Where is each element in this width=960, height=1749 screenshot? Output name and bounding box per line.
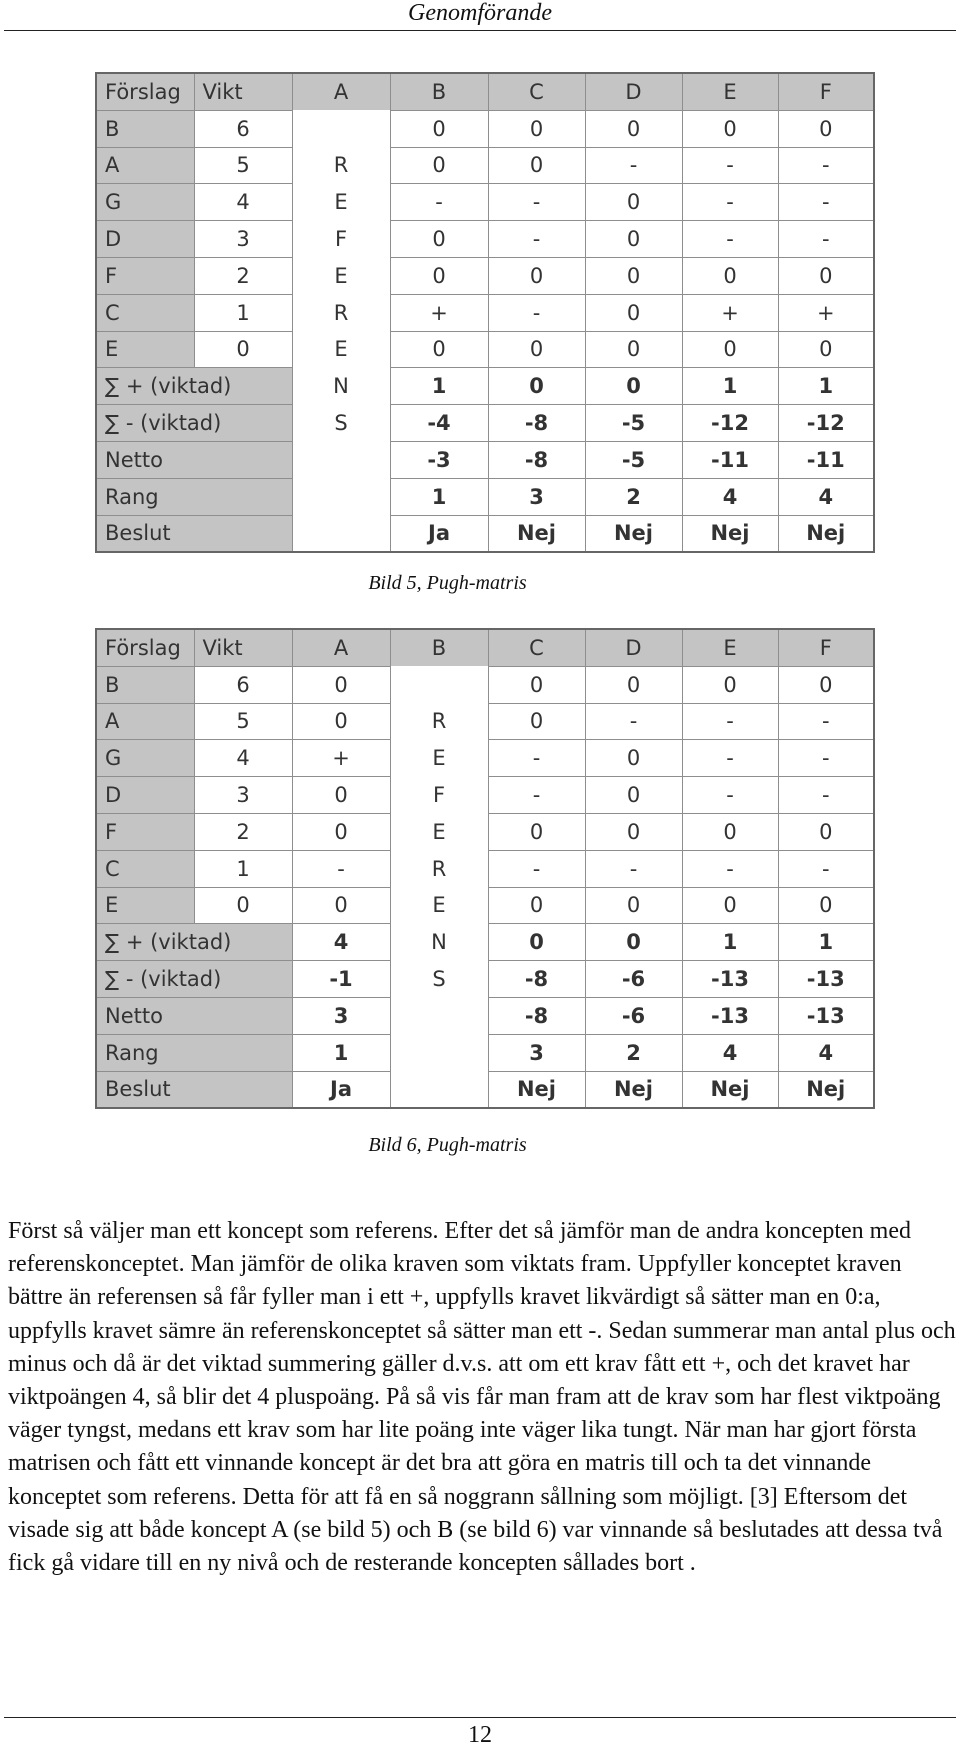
summary-cell: -13	[778, 961, 874, 998]
requirement-label: C	[96, 294, 194, 331]
summary-cell: 1	[390, 368, 488, 405]
summary-cell: 4	[682, 478, 778, 515]
score-cell: -	[390, 184, 488, 221]
score-cell: 0	[682, 257, 778, 294]
column-header: B	[390, 629, 488, 666]
score-cell: F	[390, 777, 488, 814]
matrix-row	[96, 703, 874, 740]
score-cell: -	[488, 294, 585, 331]
score-cell: 0	[585, 294, 682, 331]
summary-cell: 1	[778, 924, 874, 961]
summary-cell: 1	[682, 368, 778, 405]
page-header: Genomförande	[408, 0, 552, 26]
weight-cell: 5	[194, 703, 292, 740]
score-cell: 0	[292, 703, 390, 740]
score-cell: 0	[682, 110, 778, 147]
score-cell: -	[682, 221, 778, 258]
requirement-label: B	[96, 110, 194, 147]
score-cell: 0	[488, 703, 585, 740]
score-cell: 0	[292, 813, 390, 850]
column-header: F	[778, 73, 874, 110]
score-cell: 0	[292, 666, 390, 703]
summary-cell: 3	[292, 997, 390, 1034]
score-cell: 0	[488, 331, 585, 368]
score-cell: -	[682, 850, 778, 887]
column-header: Förslag	[96, 73, 194, 110]
weight-cell: 2	[194, 813, 292, 850]
footer-rule	[4, 1717, 956, 1718]
column-header: E	[682, 629, 778, 666]
summary-cell: -5	[585, 441, 682, 478]
score-cell: -	[682, 740, 778, 777]
column-header: D	[585, 73, 682, 110]
summary-cell: S	[390, 961, 488, 998]
matrix-row	[96, 257, 874, 294]
score-cell: -	[682, 147, 778, 184]
score-cell: +	[682, 294, 778, 331]
summary-cell	[390, 997, 488, 1034]
score-cell: -	[778, 850, 874, 887]
score-cell: -	[585, 147, 682, 184]
score-cell: -	[682, 184, 778, 221]
summary-row	[96, 368, 874, 405]
requirement-label: E	[96, 331, 194, 368]
score-cell: 0	[488, 813, 585, 850]
score-cell: -	[488, 221, 585, 258]
summary-label: ∑ - (viktad)	[96, 961, 292, 998]
summary-row	[96, 405, 874, 442]
score-cell: F	[292, 221, 390, 258]
summary-cell: -8	[488, 405, 585, 442]
score-cell: -	[778, 147, 874, 184]
column-header: C	[488, 629, 585, 666]
score-cell	[390, 666, 488, 703]
score-cell: 0	[778, 666, 874, 703]
score-cell: 0	[292, 887, 390, 924]
summary-cell: Nej	[682, 1071, 778, 1108]
summary-label: ∑ - (viktad)	[96, 405, 292, 442]
summary-cell	[292, 441, 390, 478]
summary-cell: 0	[488, 368, 585, 405]
score-cell: -	[488, 850, 585, 887]
weight-cell: 1	[194, 850, 292, 887]
summary-cell: -1	[292, 961, 390, 998]
score-cell: -	[778, 777, 874, 814]
column-header: D	[585, 629, 682, 666]
summary-cell: 4	[292, 924, 390, 961]
summary-cell: -6	[585, 997, 682, 1034]
summary-row	[96, 924, 874, 961]
summary-label: Netto	[96, 997, 292, 1034]
score-cell: 0	[488, 147, 585, 184]
summary-row	[96, 515, 874, 552]
score-cell: E	[390, 887, 488, 924]
summary-cell: -3	[390, 441, 488, 478]
page-number: 12	[468, 1722, 492, 1748]
matrix-row	[96, 110, 874, 147]
body-paragraph: Först så väljer man ett koncept som referens. Efter det så jämför man de andra koncepten med referenskonceptet. Man jämför de olika kraven som viktats fram. Uppfyller konceptet kraven bättre än referensen så får fyller man i ett +, uppfylls kravet likvärdigt så sätter man en 0:a, uppfylls kravet sämre än referenskonceptet så sätter man ett -. Sedan summerar man antal plus och minus och då är det viktad summering gäller d.v.s. att om ett krav fått ett +, och det kravet har viktpoängen 4, så blir det 4 pluspoäng. På så vis får man fram att de krav som har flest viktpoäng väger tyngst, medans ett krav som har lite poäng inte väger lika tungt. När man har gjort första matrisen och fått ett vinnande koncept är det bra att göra en matris till och ta det vinnande konceptet som referens. Detta för att få en så noggrann sållning som möjligt. [3] Eftersom det visade sig att både koncept A (se bild 5) och B (se bild 6) var vinnande så beslutades att dessa två fick gå vidare till en ny nivå och de resterande koncepten sållades bort .	[8, 1218, 956, 1577]
score-cell: 0	[778, 813, 874, 850]
score-cell: 0	[585, 331, 682, 368]
body-text	[8, 1215, 958, 1580]
summary-cell: Ja	[390, 515, 488, 552]
score-cell: 0	[682, 331, 778, 368]
summary-label: Beslut	[96, 1071, 292, 1108]
weight-cell: 6	[194, 110, 292, 147]
score-cell: 0	[682, 887, 778, 924]
summary-cell: -11	[682, 441, 778, 478]
matrix-2-caption: Bild 6, Pugh-matris	[368, 1134, 527, 1156]
column-header: A	[292, 73, 390, 110]
requirement-label: C	[96, 850, 194, 887]
score-cell: 0	[390, 221, 488, 258]
summary-label: Rang	[96, 1034, 292, 1071]
score-cell: -	[488, 777, 585, 814]
score-cell: -	[778, 740, 874, 777]
summary-cell: 2	[585, 1034, 682, 1071]
pugh-matrix-2	[95, 628, 875, 1109]
summary-cell: 4	[682, 1034, 778, 1071]
matrix-1-caption: Bild 5, Pugh-matris	[368, 572, 527, 594]
matrix-row	[96, 221, 874, 258]
score-cell: 0	[682, 813, 778, 850]
summary-cell: 1	[292, 1034, 390, 1071]
score-cell: -	[488, 184, 585, 221]
score-cell: 0	[778, 331, 874, 368]
summary-cell: 3	[488, 1034, 585, 1071]
summary-cell: 1	[778, 368, 874, 405]
summary-cell: 3	[488, 478, 585, 515]
requirement-label: G	[96, 740, 194, 777]
summary-cell: -12	[778, 405, 874, 442]
matrix-row	[96, 147, 874, 184]
score-cell: E	[292, 257, 390, 294]
weight-cell: 3	[194, 777, 292, 814]
column-header: Vikt	[194, 629, 292, 666]
summary-cell: -8	[488, 441, 585, 478]
matrix-row	[96, 184, 874, 221]
score-cell: +	[390, 294, 488, 331]
summary-cell: 1	[682, 924, 778, 961]
matrix-row	[96, 666, 874, 703]
score-cell: -	[488, 740, 585, 777]
score-cell: -	[585, 703, 682, 740]
summary-cell: -12	[682, 405, 778, 442]
score-cell: 0	[585, 887, 682, 924]
summary-cell: Nej	[585, 515, 682, 552]
matrix-row	[96, 740, 874, 777]
summary-cell: 4	[778, 478, 874, 515]
score-cell: E	[292, 184, 390, 221]
requirement-label: B	[96, 666, 194, 703]
summary-cell: Nej	[682, 515, 778, 552]
score-cell: 0	[585, 740, 682, 777]
score-cell: -	[682, 777, 778, 814]
header-rule	[4, 30, 956, 31]
score-cell: R	[292, 147, 390, 184]
score-cell: 0	[682, 666, 778, 703]
summary-cell: -5	[585, 405, 682, 442]
summary-cell: Nej	[778, 1071, 874, 1108]
summary-cell	[390, 1071, 488, 1108]
weight-cell: 0	[194, 887, 292, 924]
summary-cell: Nej	[585, 1071, 682, 1108]
score-cell: -	[778, 221, 874, 258]
score-cell: 0	[292, 777, 390, 814]
score-cell: 0	[390, 331, 488, 368]
score-cell: E	[292, 331, 390, 368]
score-cell: 0	[488, 887, 585, 924]
summary-cell	[292, 478, 390, 515]
matrix-row	[96, 777, 874, 814]
score-cell: 0	[488, 110, 585, 147]
score-cell: 0	[585, 221, 682, 258]
weight-cell: 1	[194, 294, 292, 331]
summary-cell: Nej	[488, 515, 585, 552]
summary-cell: -8	[488, 997, 585, 1034]
requirement-label: E	[96, 887, 194, 924]
summary-row	[96, 961, 874, 998]
summary-cell: Nej	[488, 1071, 585, 1108]
weight-cell: 0	[194, 331, 292, 368]
score-cell: 0	[585, 666, 682, 703]
matrix-row	[96, 294, 874, 331]
summary-label: Beslut	[96, 515, 292, 552]
weight-cell: 4	[194, 740, 292, 777]
score-cell: -	[292, 850, 390, 887]
summary-row	[96, 997, 874, 1034]
requirement-label: G	[96, 184, 194, 221]
summary-cell: S	[292, 405, 390, 442]
score-cell: 0	[778, 257, 874, 294]
matrix-row	[96, 813, 874, 850]
score-cell: 0	[585, 777, 682, 814]
matrix-row	[96, 887, 874, 924]
summary-cell: 1	[390, 478, 488, 515]
weight-cell: 6	[194, 666, 292, 703]
summary-cell: Nej	[778, 515, 874, 552]
summary-row	[96, 1034, 874, 1071]
score-cell: 0	[585, 813, 682, 850]
column-header: Vikt	[194, 73, 292, 110]
summary-cell: 2	[585, 478, 682, 515]
column-header: Förslag	[96, 629, 194, 666]
summary-label: Netto	[96, 441, 292, 478]
column-header: A	[292, 629, 390, 666]
weight-cell: 5	[194, 147, 292, 184]
summary-row	[96, 478, 874, 515]
summary-cell: -11	[778, 441, 874, 478]
score-cell: R	[390, 850, 488, 887]
score-cell: -	[778, 703, 874, 740]
summary-cell: -8	[488, 961, 585, 998]
weight-cell: 4	[194, 184, 292, 221]
weight-cell: 2	[194, 257, 292, 294]
column-header: E	[682, 73, 778, 110]
score-cell	[292, 110, 390, 147]
summary-cell: N	[390, 924, 488, 961]
score-cell: 0	[585, 257, 682, 294]
summary-cell: -6	[585, 961, 682, 998]
score-cell: E	[390, 740, 488, 777]
summary-row	[96, 1071, 874, 1108]
score-cell: E	[390, 813, 488, 850]
summary-cell: Ja	[292, 1071, 390, 1108]
matrix-header-row	[96, 629, 874, 666]
summary-cell: 0	[585, 368, 682, 405]
score-cell: 0	[585, 184, 682, 221]
score-cell: -	[682, 703, 778, 740]
requirement-label: F	[96, 813, 194, 850]
score-cell: R	[390, 703, 488, 740]
score-cell: -	[778, 184, 874, 221]
score-cell: 0	[778, 887, 874, 924]
summary-cell: -13	[778, 997, 874, 1034]
column-header: B	[390, 73, 488, 110]
requirement-label: A	[96, 147, 194, 184]
weight-cell: 3	[194, 221, 292, 258]
score-cell: 0	[488, 257, 585, 294]
summary-label: Rang	[96, 478, 292, 515]
matrix-header-row	[96, 73, 874, 110]
score-cell: -	[585, 850, 682, 887]
summary-row	[96, 441, 874, 478]
summary-cell: -13	[682, 961, 778, 998]
summary-label: ∑ + (viktad)	[96, 368, 292, 405]
summary-cell	[390, 1034, 488, 1071]
summary-cell: 0	[488, 924, 585, 961]
score-cell: 0	[488, 666, 585, 703]
score-cell: +	[292, 740, 390, 777]
score-cell: 0	[390, 147, 488, 184]
summary-cell: 0	[585, 924, 682, 961]
column-header: F	[778, 629, 874, 666]
matrix-row	[96, 331, 874, 368]
score-cell: 0	[390, 110, 488, 147]
summary-cell: N	[292, 368, 390, 405]
column-header: C	[488, 73, 585, 110]
score-cell: +	[778, 294, 874, 331]
requirement-label: F	[96, 257, 194, 294]
score-cell: R	[292, 294, 390, 331]
summary-cell: 4	[778, 1034, 874, 1071]
requirement-label: D	[96, 221, 194, 258]
score-cell: 0	[778, 110, 874, 147]
summary-label: ∑ + (viktad)	[96, 924, 292, 961]
score-cell: 0	[585, 110, 682, 147]
matrix-row	[96, 850, 874, 887]
summary-cell: -13	[682, 997, 778, 1034]
summary-cell: -4	[390, 405, 488, 442]
pugh-matrix-1	[95, 72, 875, 553]
requirement-label: D	[96, 777, 194, 814]
summary-cell	[292, 515, 390, 552]
requirement-label: A	[96, 703, 194, 740]
score-cell: 0	[390, 257, 488, 294]
